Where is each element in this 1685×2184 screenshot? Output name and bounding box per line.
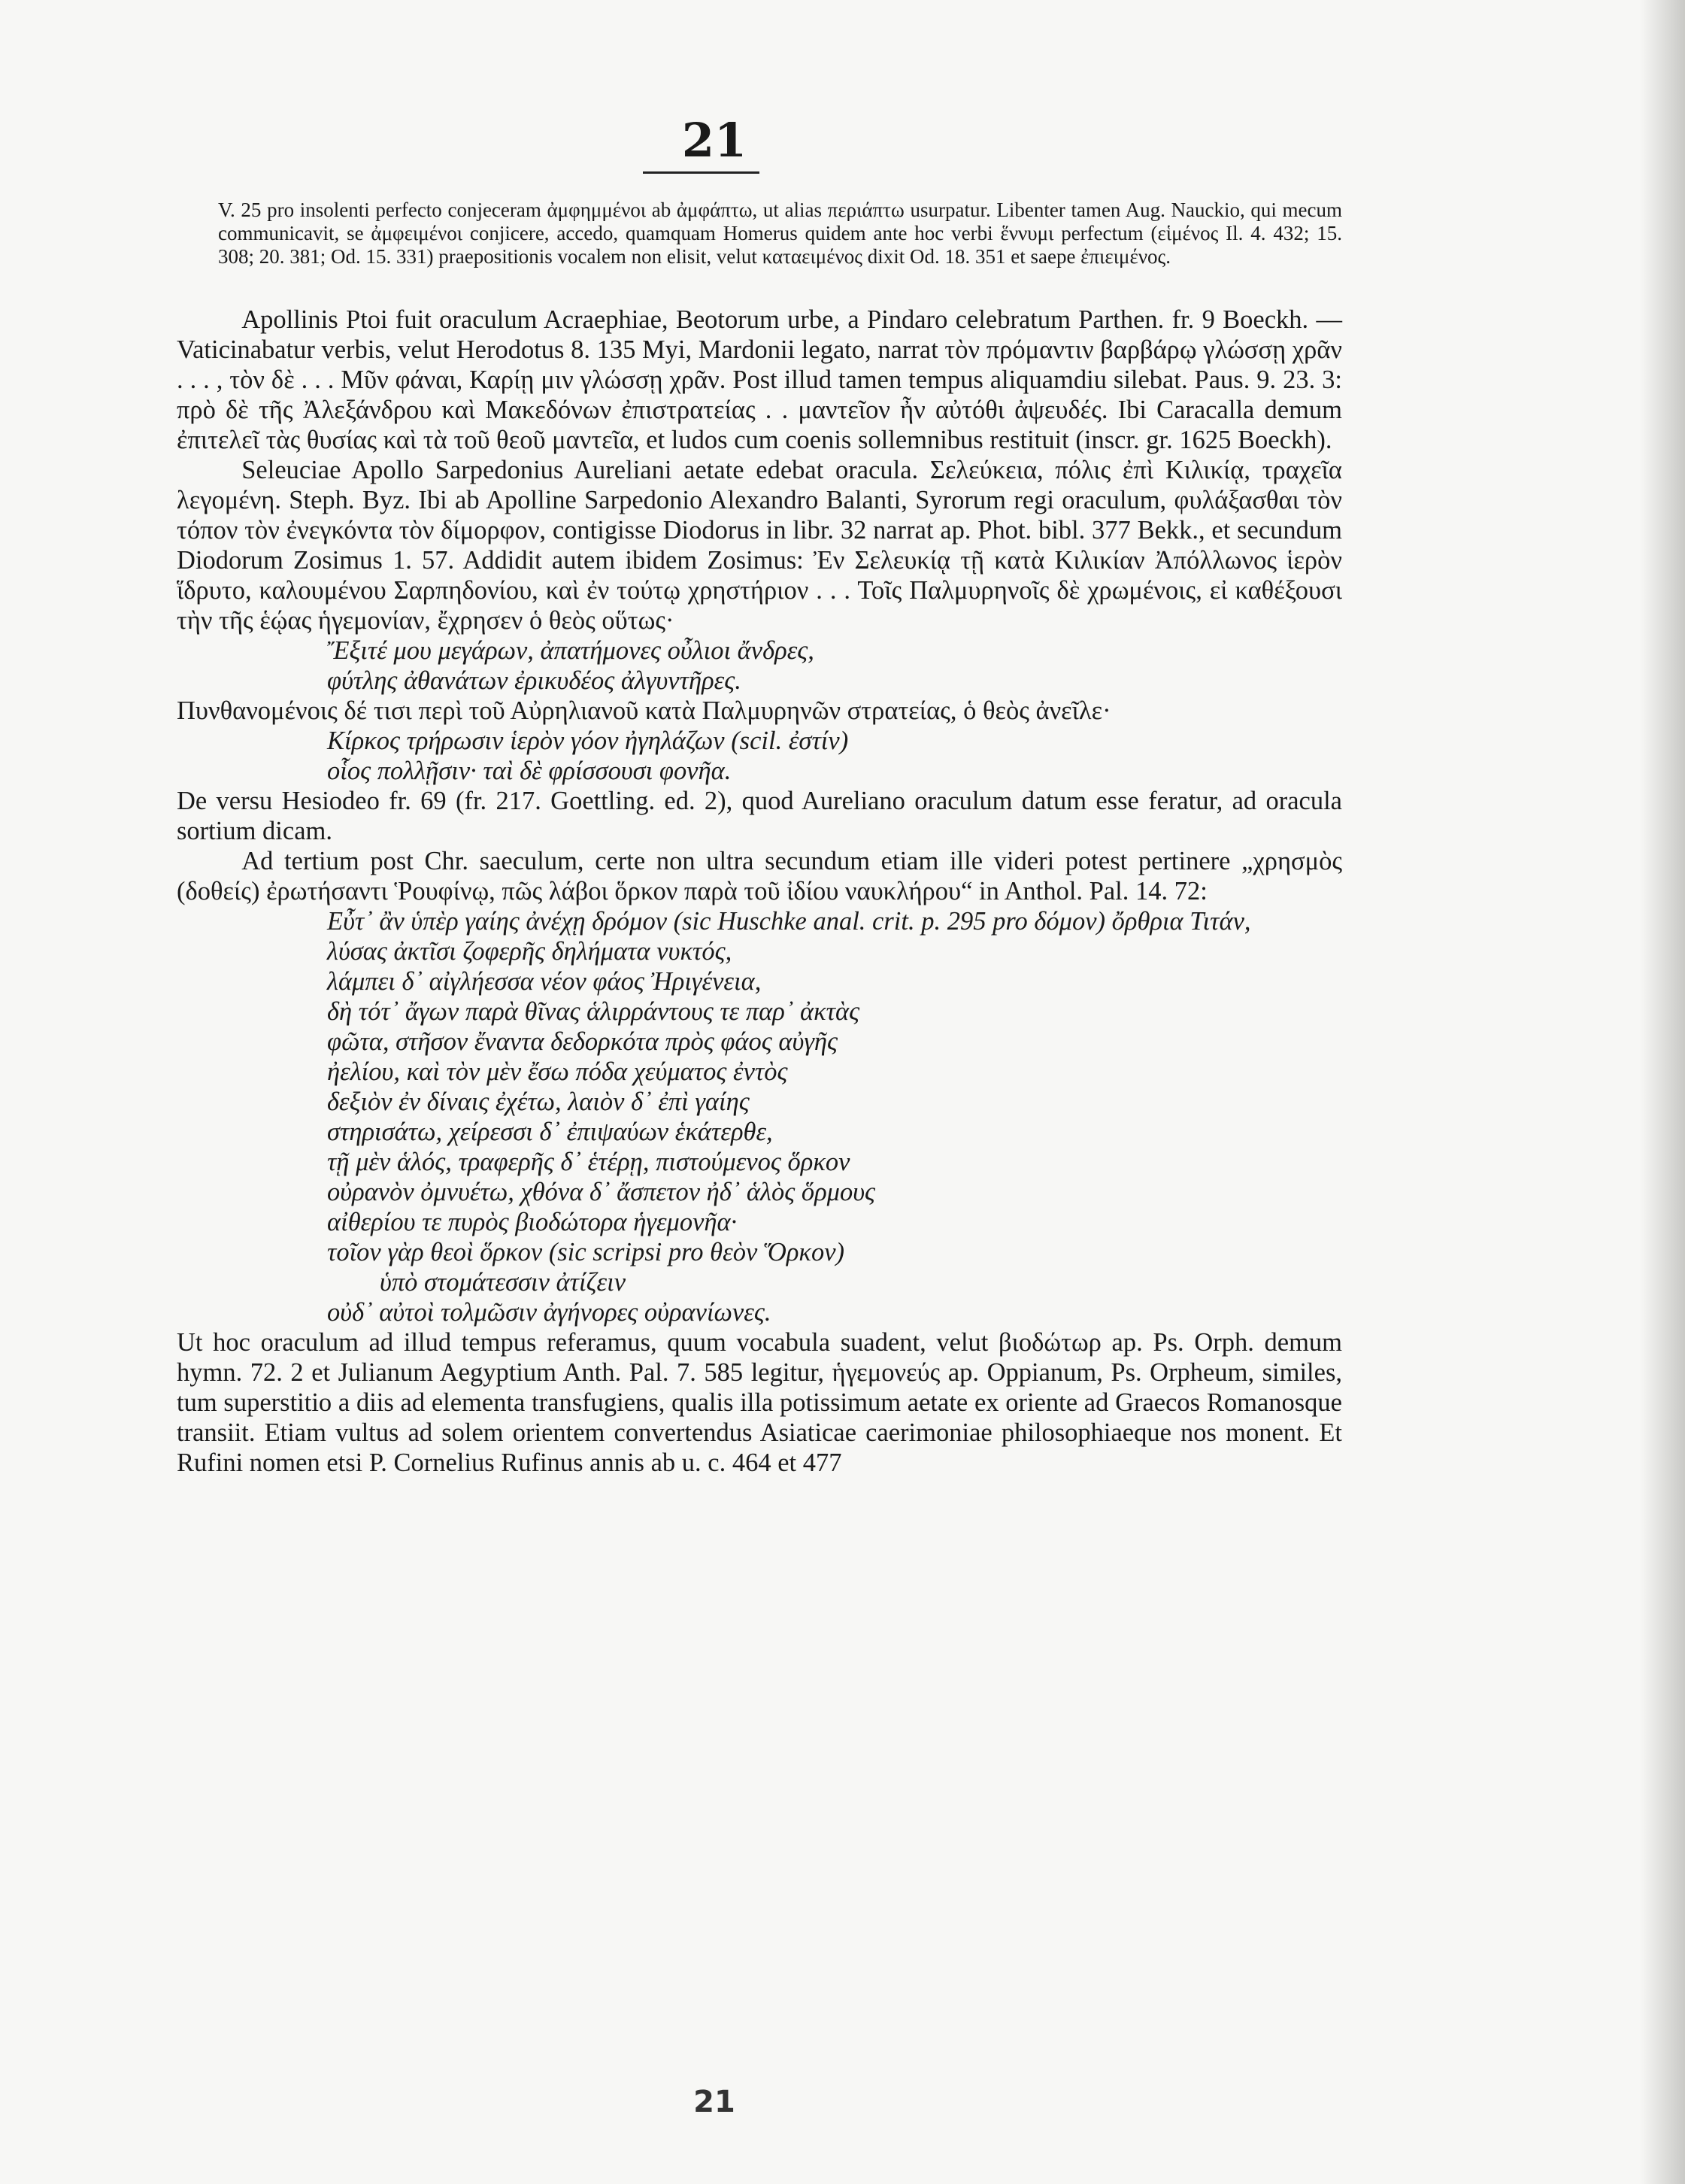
verse-line: ὑπὸ στομάτεσσιν ἀτίζειν <box>380 1268 626 1297</box>
verse-line: λάμπει δ᾽ αἰγλήεσσα νέον φάος Ἠριγένεια, <box>327 967 762 996</box>
paragraph: Ut hoc oraculum ad illud tempus referamus, quum vocabula suadent, velut βιοδώτωρ ap. Ps. Orph. demum hymn. 72. 2 et Julianum Aegyptium Anth. Pal. 7. 585 legitur, ἡγεμονεύς ap. Oppianum, Ps. Orpheum, similes, tum superstitio a diis ad elementa transfugiens, qualis illa potissimum aetate ex oriente ad Graecos Romanosque transiit. Etiam vultus ad solem orientem convertendus Asiaticae caerimoniae philosophiaeque nos monent. Et Rufini nomen etsi P. Cornelius Rufinus annis ab u. c. 464 et 477 <box>177 1328 1342 1477</box>
verse-line: ἠελίου, καὶ τὸν μὲν ἔσω πόδα χεύματος ἐντὸς <box>327 1057 788 1086</box>
paragraph: Πυνθανομένοις δέ τισι περὶ τοῦ Αὐρηλιανοῦ κατὰ Παλμυρηνῶν στρατείας, ὁ θεὸς ἀνεῖλε· <box>177 696 1111 725</box>
verse-line: δεξιὸν ἐν δίναις ἐχέτω, λαιὸν δ᾽ ἐπὶ γαίης <box>327 1087 750 1116</box>
footnote-text: V. 25 pro insolenti perfecto conjeceram ἀμφημμένοι ab ἀμφάπτω, ut alias περιάπτω usurpatur. Libenter tamen Aug. Nauckio, qui mecum communicavit, se ἀμφειμένοι conjicere, accedo, quamquam Homerus quidem ante hoc verbi ἕννυμι perfectum (εἱμένος Il. 4. 432; 15. 308; 20. 381; Od. 15. 331) praepositionis vocalem non elisit, velut καταειμένος dixit Od. 18. 351 et saepe ἐπιειμένος. <box>218 199 1342 268</box>
sheet-signature-mark: 21 <box>693 2085 735 2119</box>
verse-line: λύσας ἀκτῖσι ζοφερῆς δηλήματα νυκτός, <box>327 937 732 966</box>
verse-line: δὴ τότ᾽ ἄγων παρὰ θῖνας ἁλιρράντους τε παρ᾽ ἀκτὰς <box>327 997 860 1026</box>
verse-line: αἰθερίου τε πυρὸς βιοδώτορα ἡγεμονῆα· <box>327 1208 738 1236</box>
paragraph: De versu Hesiodeo fr. 69 (fr. 217. Goettling. ed. 2), quod Aureliano oraculum datum esse feratur, ad oracula sortium dicam. <box>177 787 1342 845</box>
verse-line: φῶτα, στῆσον ἔναντα δεδορκότα πρὸς φάος αὐγῆς <box>327 1027 838 1056</box>
paragraph: Seleuciae Apollo Sarpedonius Aureliani aetate edebat oracula. Σελεύκεια, πόλις ἐπὶ Κιλικίᾳ, τραχεῖα λεγομένη. Steph. Byz. Ibi ab Apolline Sarpedonio Alexandro Balanti, Syrorum regi oraculum, φυλάξασθαι τὸν τόπον τὸν ἐνεγκόντα τὸν δίμορφον, contigisse Diodorus in libr. 32 narrat ap. Phot. bibl. 377 Bekk., et secundum Diodorum Zosimus 1. 57. Addidit autem ibidem Zosimus: Ἐν Σελευκίᾳ τῇ κατὰ Κιλικίαν Ἀπόλλωνος ἱερὸν ἵδρυτο, καλουμένου Σαρπηδονίου, καὶ ἐν τούτῳ χρηστήριον . . . Τοῖς Παλμυρηνοῖς δὲ χρωμένοις, εἰ καθέξουσι τὴν τῆς ἑῴας ἡγεμονίαν, ἔχρησεν ὁ θεὸς οὕτως· <box>177 456 1342 635</box>
verse-line: στηρισάτω, χείρεσσι δ᾽ ἐπιψαύων ἑκάτερθε, <box>327 1118 773 1146</box>
verse-line: Ἔξιτέ μου μεγάρων, ἀπατήμονες οὖλιοι ἄνδρες, <box>327 636 814 665</box>
verse-line: οὐρανὸν ὀμνυέτω, χθόνα δ᾽ ἄσπετον ἠδ᾽ ἁλὸς ὅρμους <box>327 1178 876 1206</box>
page-number-rule <box>643 171 759 174</box>
paragraph: Ad tertium post Chr. saeculum, certe non ultra secundum etiam ille videri potest pertinere „χρησμὸς (δοθείς) ἐρωτήσαντι Ῥουφίνῳ, πῶς λάβοι ὅρκον παρὰ τοῦ ἰδίου ναυκλήρου“ in Anthol. Pal. 14. 72: <box>177 847 1342 905</box>
paragraph: Apollinis Ptoi fuit oraculum Acraephiae, Beotorum urbe, a Pindaro celebratum Parthen. fr. 9 Boeckh. — Vaticinabatur verbis, velut Herodotus 8. 135 Myi, Mardonii legato, narrat τὸν πρόμαντιν βαρβάρῳ γλώσσῃ χρᾶν . . . , τὸν δὲ . . . Μῦν φάναι, Καρίῃ μιν γλώσσῃ χρᾶν. Post illud tamen tempus aliquamdiu silebat. Paus. 9. 23. 3: πρὸ δὲ τῆς Ἀλεξάνδρου καὶ Μακεδόνων ἐπιστρατείας . . μαντεῖον ἦν αὐτόθι ἀψευδές. Ibi Caracalla demum ἐπιτελεῖ τὰς θυσίας καὶ τὰ τοῦ θεοῦ μαντεῖα, et ludos cum coenis sollemnibus restituit (inscr. gr. 1625 Boeckh). <box>177 305 1342 454</box>
verse-line: οὐδ᾽ αὐτοὶ τολμῶσιν ἀγήνορες οὐρανίωνες. <box>327 1298 771 1327</box>
page-edge-shadow <box>1640 0 1685 2184</box>
verse-line: Εὖτ᾽ ἂν ὑπὲρ γαίης ἀνέχῃ δρόμον (sic Huschke anal. crit. p. 295 pro δόμον) ὄρθρια Τιτάν, <box>327 907 1251 936</box>
verse-line: τῇ μὲν ἁλός, τραφερῆς δ᾽ ἑτέρῃ, πιστούμενος ὅρκον <box>327 1148 850 1176</box>
body-text <box>177 305 1342 1478</box>
verse-line: τοῖον γὰρ θεοὶ ὅρκον (sic scripsi pro θεὸν Ὅρκον) <box>327 1238 845 1266</box>
verse-line: Κίρκος τρήρωσιν ἱερὸν γόον ἠγηλάζων (scil. ἐστίν) <box>327 726 849 755</box>
verse-line: φύτλης ἀθανάτων ἐρικυδέος ἀλγυντῆρες. <box>327 666 741 695</box>
verse-line: οἷος πολλῇσιν· ταὶ δὲ φρίσσουσι φονῆα. <box>327 757 732 785</box>
page-number: 21 <box>681 113 747 168</box>
